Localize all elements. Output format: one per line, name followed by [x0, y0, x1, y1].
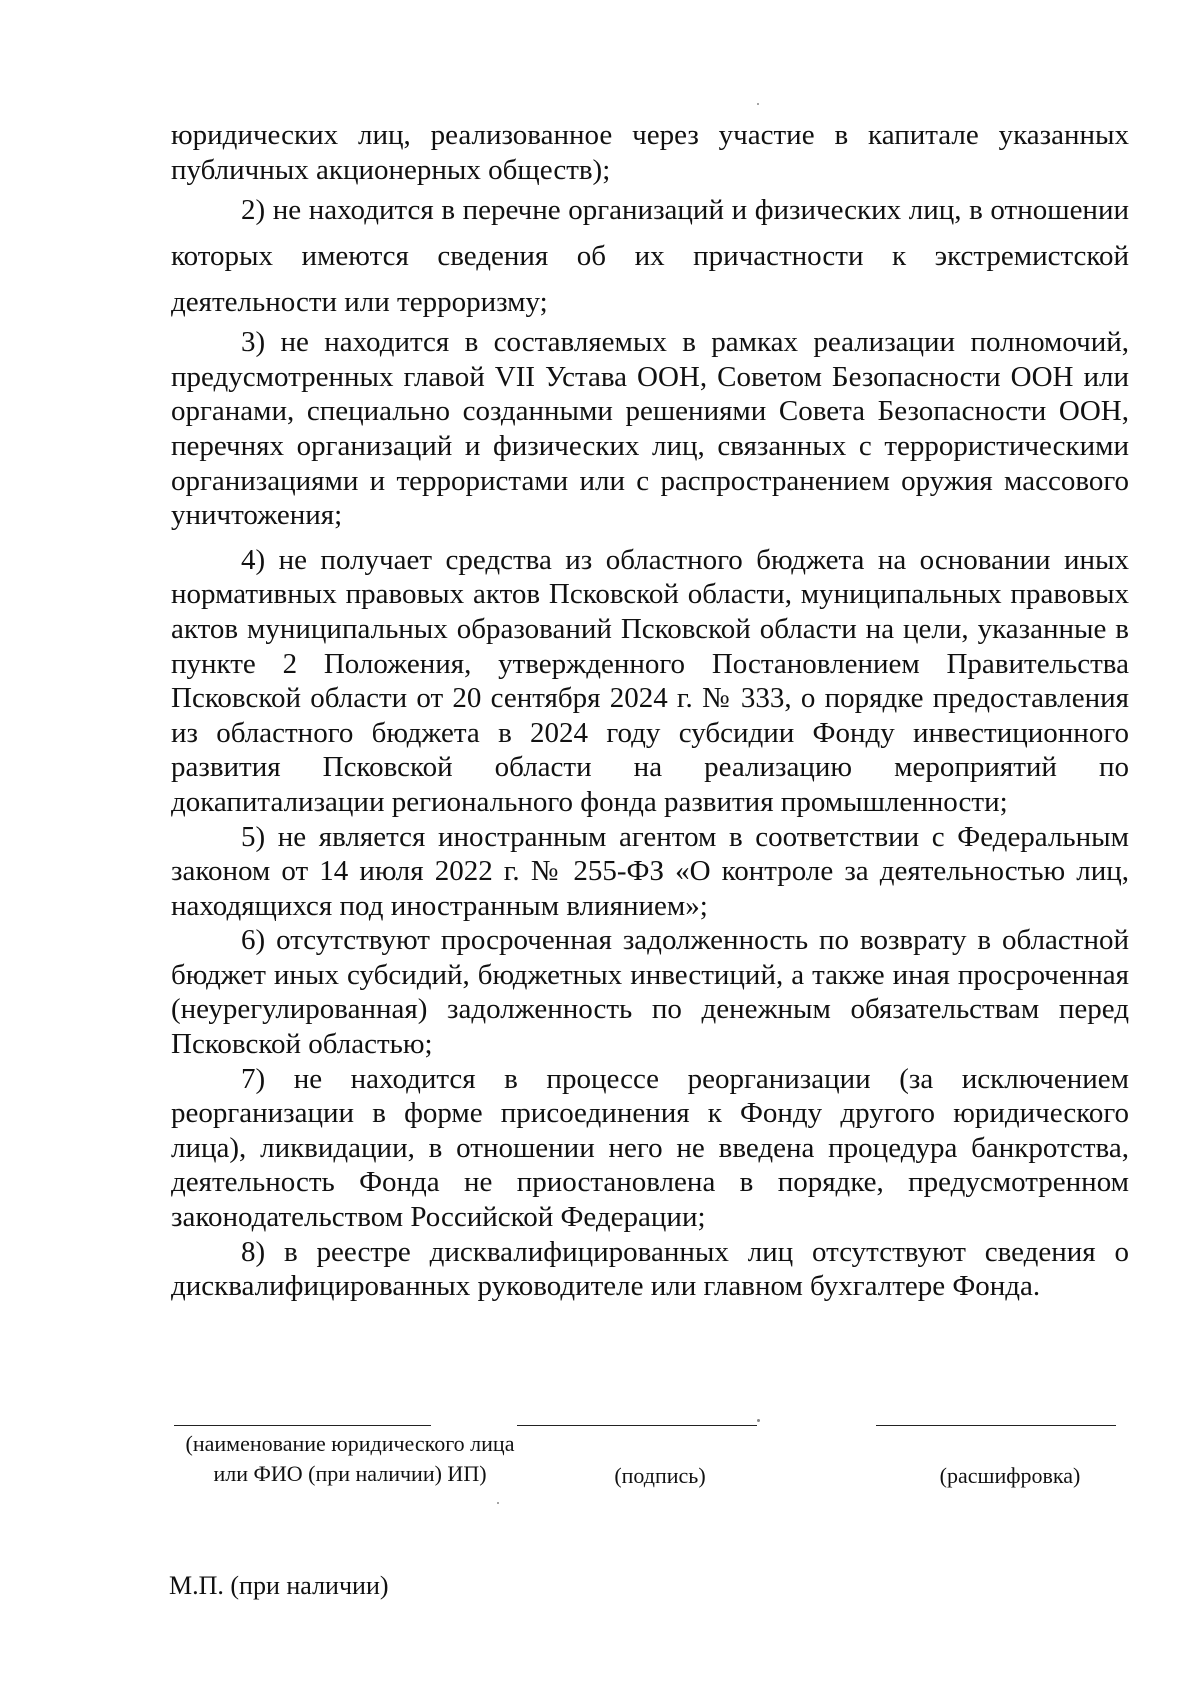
paragraph-item-4: 4) не получает средства из областного бюджета на основании иных нормативных правовых актов Псковской области, муниципальных правовых актов муниципальных образований Псковской области на цели, указанные в пункте 2 Положения, утвержденного Постановлением Правительства Псковской области от 20 сентября 2024 г. № 333, о порядке предоставления из областного бюджета в 2024 году субсидии Фонду инвестиционного развития Псковской области на реализацию мероприятий по докапитализации регионального фонда развития промышленности; — [171, 543, 1129, 818]
name-caption-line-1: (наименование юридического лица — [185, 1431, 515, 1456]
scan-speck — [757, 103, 759, 105]
document-body — [171, 118, 1129, 1304]
paragraph-item-8: 8) в реестре дисквалифицированных лиц отсутствуют сведения о дисквалифицированных руководителе или главном бухгалтере Фонда. — [171, 1235, 1129, 1303]
name-caption — [160, 1429, 540, 1489]
transcript-signature-line — [876, 1425, 1116, 1426]
paragraph-item-7: 7) не находится в процессе реорганизации (за исключением реорганизации в форме присоединения к Фонду другого юридического лица), ликвидации, в отношении него не введена процедура банкротства, деятельность Фонда не приостановлена в порядке, предусмотренном законодательством Российской Федерации; — [171, 1062, 1129, 1234]
name-caption-line-2: или ФИО (при наличии) ИП) — [213, 1461, 487, 1486]
signature-caption: (подпись) — [614, 1463, 706, 1488]
scan-speck — [497, 1502, 499, 1504]
paragraph-item-6: 6) отсутствуют просроченная задолженность по возврату в областной бюджет иных субсидий, бюджетных инвестиций, а также иная просроченная (неурегулированная) задолженность по денежным обязательствам перед Псковской областью; — [171, 924, 1129, 1061]
signature-line — [517, 1425, 757, 1426]
scan-speck — [757, 1419, 760, 1422]
paragraph-item-3: 3) не находится в составляемых в рамках реализации полномочий, предусмотренных главой VII Устава ООН, Советом Безопасности ООН или органами, специально созданными решениями Совета Безопасности ООН, перечнях организаций и физических лиц, связанных с террористическими организациями и террористами или с распространением оружия массового уничтожения; — [171, 326, 1129, 532]
name-signature-line — [174, 1425, 431, 1426]
stamp-placeholder: М.П. (при наличии) — [169, 1571, 389, 1600]
transcript-caption: (расшифровка) — [939, 1463, 1081, 1488]
paragraph-item-5: 5) не является иностранным агентом в соответствии с Федеральным законом от 14 июля 2022 г. № 255-ФЗ «О контроле за деятельностью лиц, находящихся под иностранным влиянием»; — [171, 820, 1129, 922]
paragraph-continuation: юридических лиц, реализованное через участие в капитале указанных публичных акционерных обществ); — [171, 119, 1129, 186]
paragraph-item-2: 2) не находится в перечне организаций и физических лиц, в отношении которых имеются сведения об их причастности к экстремистской деятельности или терроризму; — [171, 194, 1129, 319]
